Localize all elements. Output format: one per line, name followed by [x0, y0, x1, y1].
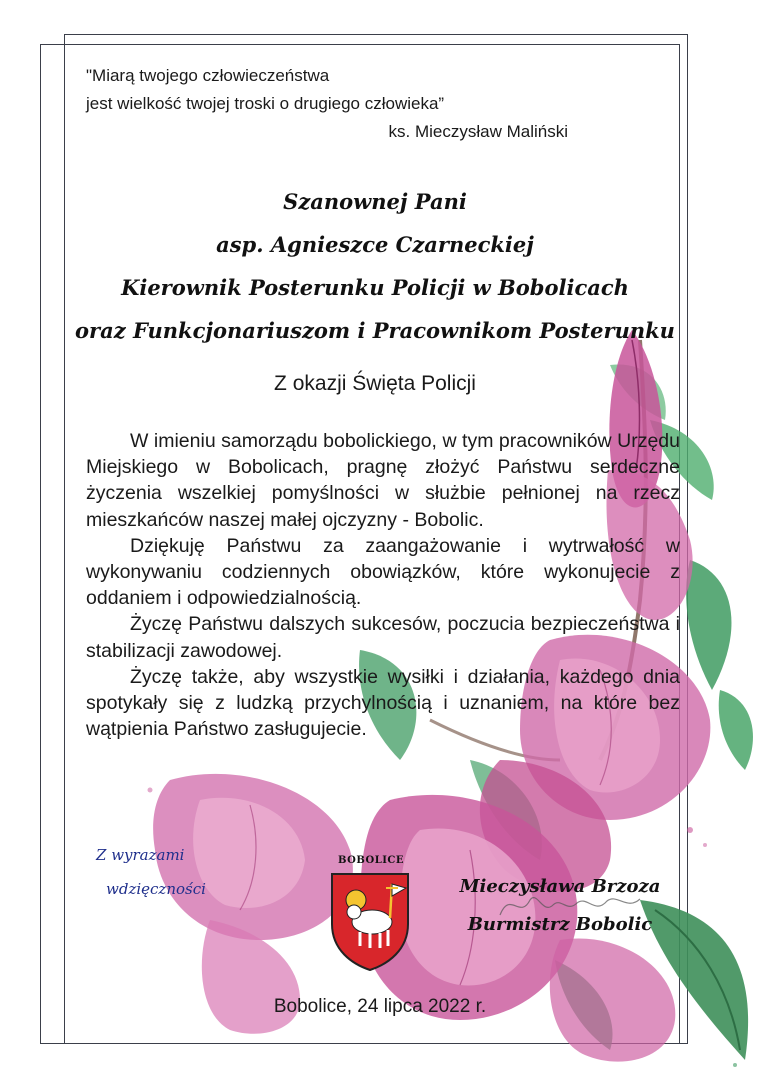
dedication-position: Kierownik Posterunku Policji w Bobolicach [121, 275, 629, 300]
dedication-staff: oraz Funkcjonariuszom i Pracownikom Posterunku [75, 318, 675, 343]
motto-quote [86, 62, 606, 146]
body-paragraph: Życzę Państwu dalszych sukcesów, poczucia bezpieczeństwa i stabilizacji zawodowej. [86, 613, 680, 662]
body-paragraph: Dziękuję Państwu za zaangażowanie i wytrwałość w wykonywaniu codziennych obowiązków, które wykonujecie z oddaniem i odpowiedzialnością. [86, 534, 680, 610]
signatory-title: Burmistrz Bobolic [467, 914, 653, 935]
signatory-block [450, 868, 670, 944]
dedication-block [60, 180, 690, 352]
body-paragraph: Życzę także, aby wszystkie wysiłki i działania, każdego dnia spotykały się z ludzką przychylnością i uznaniem, na które bez wątpienia Państwo zasługujecie. [86, 665, 680, 741]
place-and-date: Bobolice, 24 lipca 2022 r. [273, 996, 487, 1017]
crest-label: BOBOLICE [338, 855, 404, 866]
occasion-heading: Z okazji Święta Policji [274, 372, 476, 395]
quote-author: ks. Mieczysław Maliński [388, 122, 568, 141]
quote-line-2: jest wielkość twojej troski o drugiego człowieka” [86, 94, 445, 113]
handwritten-note-line-1: Z wyrazami [96, 846, 185, 864]
letter-body [86, 428, 680, 742]
bobolice-coat-of-arms [326, 866, 414, 974]
handwritten-note-line-2: wdzięczności [106, 880, 206, 898]
handwritten-note [96, 838, 206, 906]
quote-line-1: "Miarą twojego człowieczeństwa [86, 66, 330, 85]
dedication-salutation: Szanownej Pani [283, 189, 467, 214]
signatory-name: Mieczysława Brzoza [459, 876, 661, 897]
body-paragraph: W imieniu samorządu bobolickiego, w tym pracowników Urzędu Miejskiego w Bobolicach, pragnę złożyć Państwu serdeczne życzenia wszelkiej pomyślności w służbie pełnionej na rzecz mieszkańców naszej małej ojczyzny - Bobolic. [86, 430, 680, 531]
dedication-recipient: asp. Agnieszce Czarneckiej [216, 232, 534, 257]
